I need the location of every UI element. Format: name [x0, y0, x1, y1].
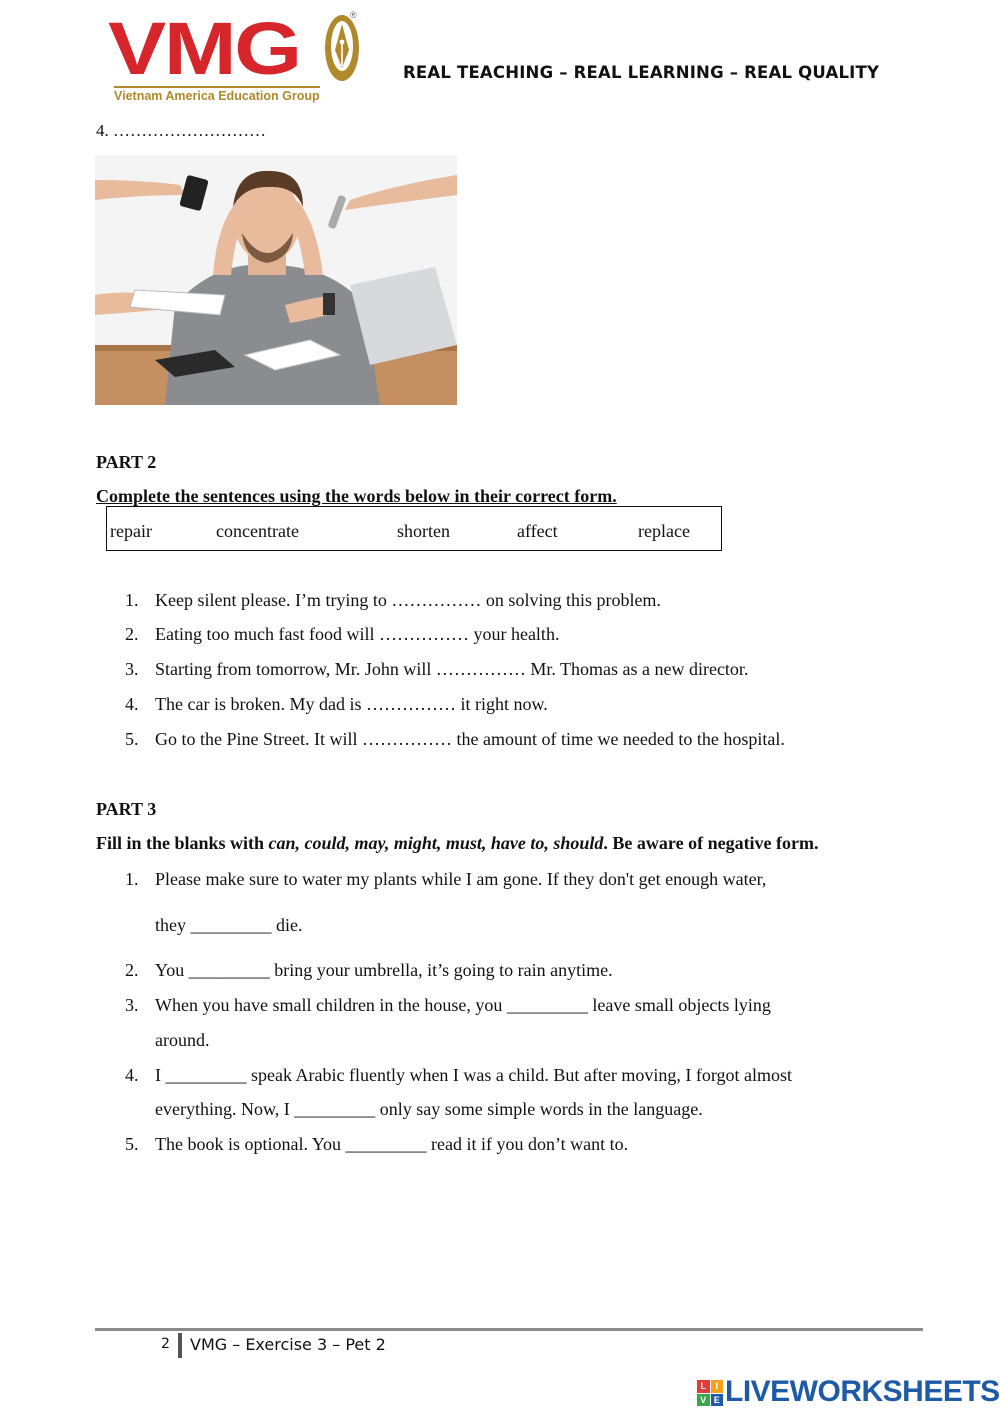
registered-mark: ®	[350, 10, 357, 20]
watermark-text: LIVEWORKSHEETS	[725, 1375, 1000, 1408]
item-text: Please make sure to water my plants while I am gone. If they don't get enough water,	[155, 869, 767, 889]
part-3-item	[125, 1065, 792, 1086]
item-number: 1.	[125, 869, 139, 889]
item-text: Keep silent please. I’m trying to …………… on solving this problem.	[155, 590, 661, 610]
question-4-blank: 4. ………………………	[96, 121, 266, 140]
word-bank-item: repair	[110, 521, 152, 541]
item-text: Go to the Pine Street. It will …………… the amount of time we needed to the hospital.	[155, 729, 785, 749]
item-number: 2.	[125, 624, 139, 644]
word-bank-item: shorten	[397, 521, 450, 541]
word-bank-item: affect	[517, 521, 558, 541]
logo-subtitle: Vietnam America Education Group	[114, 86, 320, 103]
item-text: Starting from tomorrow, Mr. John will …………… Mr. Thomas as a new director.	[155, 659, 749, 679]
part-2-instruction: Complete the sentences using the words below in their correct form.	[96, 486, 617, 506]
part-3-item	[125, 1134, 628, 1155]
part-2-item	[125, 624, 559, 645]
part-2-item	[125, 694, 548, 715]
item-number: 2.	[125, 960, 139, 980]
item-text: Eating too much fast food will …………… your health.	[155, 624, 560, 644]
part-3-item	[125, 995, 771, 1016]
word-bank-item: concentrate	[216, 521, 299, 541]
stressed-man-illustration	[95, 155, 457, 405]
badge-letter: L	[697, 1380, 710, 1393]
pen-nib-icon	[322, 12, 362, 84]
part-2-title: PART 2	[96, 452, 157, 472]
part-2-item	[125, 590, 661, 611]
item-number: 4.	[125, 1065, 139, 1085]
item-number: 5.	[125, 729, 139, 749]
part-2-item	[125, 729, 785, 750]
item-number: 1.	[125, 590, 139, 610]
page-number: 2	[161, 1336, 170, 1352]
item-text: The car is broken. My dad is …………… it right now.	[155, 694, 548, 714]
modal-list: can, could, may, might, must, have to, should	[268, 833, 604, 853]
part-3-instruction	[96, 833, 819, 854]
part-3-item	[125, 869, 766, 890]
word-bank	[106, 506, 722, 551]
logo-text: VMG	[108, 7, 300, 90]
part-3-item	[125, 960, 613, 981]
vmg-logo	[108, 7, 364, 106]
badge-letter: I	[711, 1380, 724, 1393]
item-text: The book is optional. You _________ read it if you don’t want to.	[155, 1134, 629, 1154]
liveworksheets-badge-icon	[697, 1380, 723, 1406]
item-continuation: around.	[155, 1030, 210, 1050]
stressed-man-photo	[95, 155, 457, 405]
item-number: 3.	[125, 995, 139, 1015]
item-continuation: they _________ die.	[155, 915, 303, 935]
footer-text: VMG – Exercise 3 – Pet 2	[190, 1335, 386, 1354]
part-2-item	[125, 659, 748, 680]
item-text: When you have small children in the house, you _________ leave small objects lying	[155, 995, 771, 1015]
item-number: 5.	[125, 1134, 139, 1154]
item-text: I _________ speak Arabic fluently when I was a child. But after moving, I forgot almost	[155, 1065, 793, 1085]
footer-separator	[178, 1333, 182, 1358]
badge-letter: V	[697, 1394, 710, 1407]
item-number: 3.	[125, 659, 139, 679]
item-continuation: everything. Now, I _________ only say some simple words in the language.	[155, 1099, 703, 1119]
instruction-suffix: . Be aware of negative form.	[603, 833, 819, 853]
word-bank-item: replace	[638, 521, 690, 541]
footer-divider	[95, 1328, 923, 1331]
item-text: You _________ bring your umbrella, it’s going to rain anytime.	[155, 960, 613, 980]
badge-letter: E	[711, 1394, 724, 1407]
part-3-title: PART 3	[96, 799, 157, 819]
instruction-prefix: Fill in the blanks with	[96, 833, 269, 853]
slogan: REAL TEACHING – REAL LEARNING – REAL QUALITY	[403, 63, 880, 82]
item-number: 4.	[125, 694, 139, 714]
